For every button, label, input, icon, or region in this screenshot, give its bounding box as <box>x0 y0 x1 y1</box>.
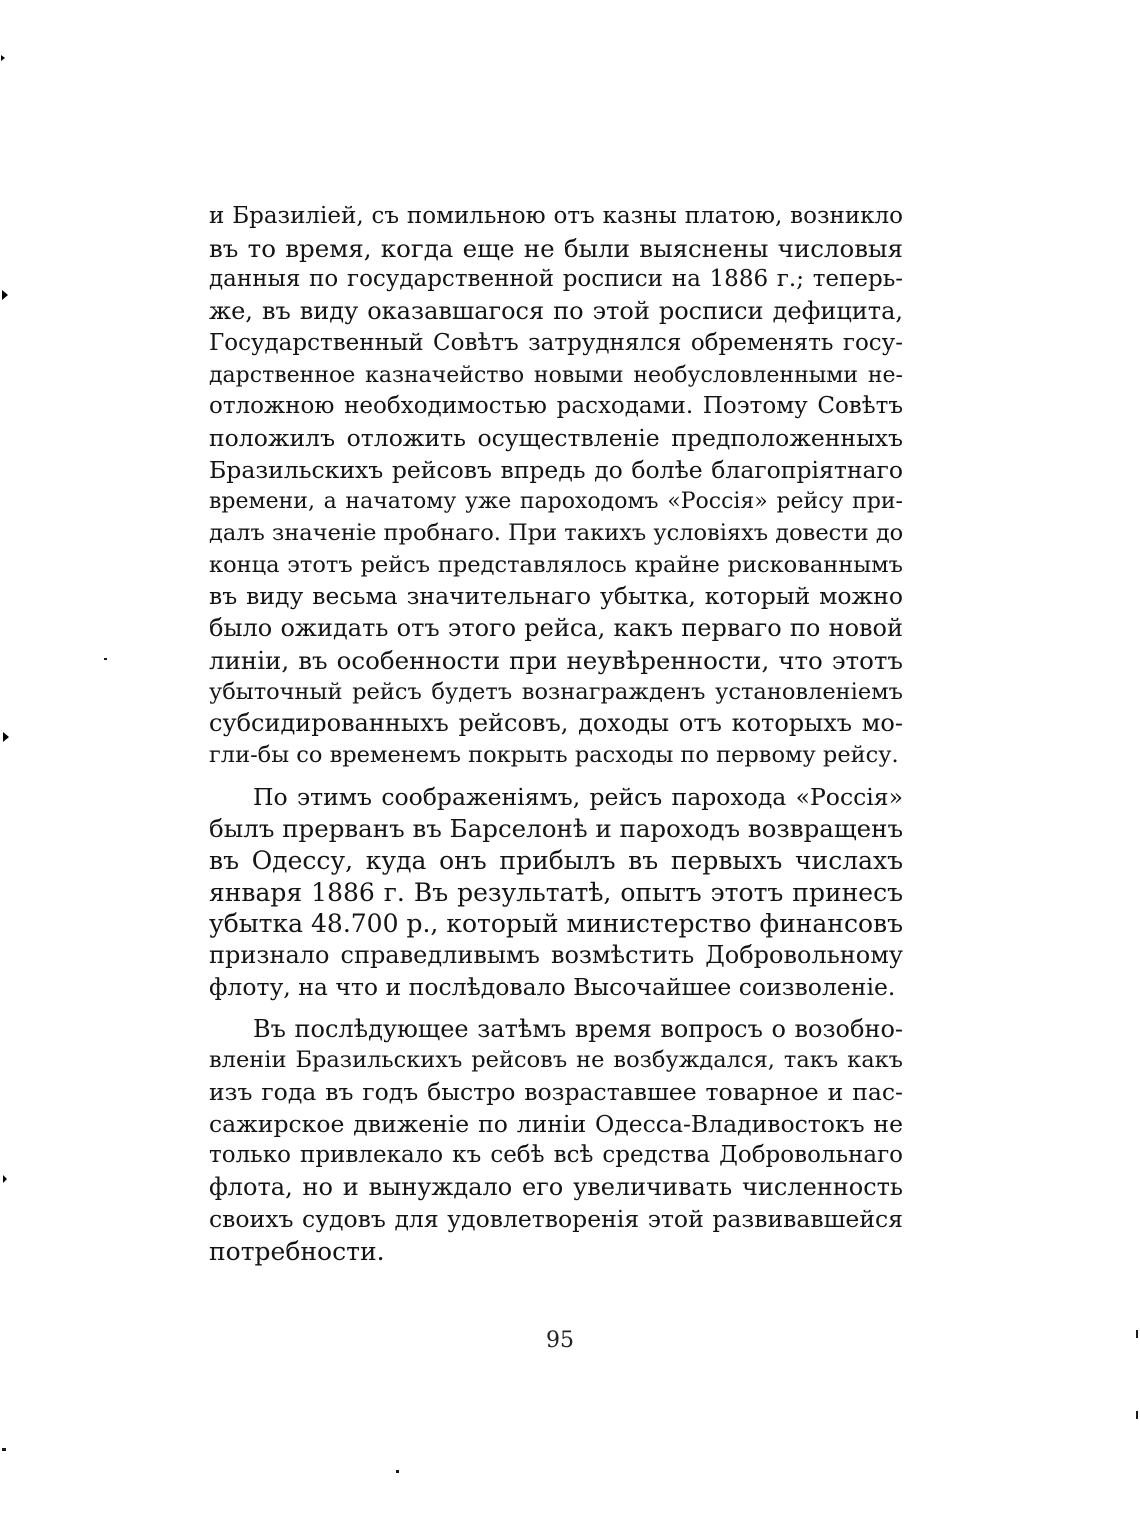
text-line: убытка 48.700 р., который министерство финансовъ <box>209 909 903 939</box>
scan-speck-mark <box>1 55 5 61</box>
text-line: сажирское движеніе по линіи Одесса-Владивостокъ не <box>209 1109 903 1138</box>
text-line: положилъ отложить осуществленіе предположенныхъ <box>209 423 903 452</box>
text-line: По этимъ соображеніямъ, рейсъ парохода «Россія» <box>253 782 903 811</box>
text-line: вленіи Бразильскихъ рейсовъ не возбуждался, такъ какъ <box>209 1047 903 1074</box>
text-line: и Бразиліей, съ помильною отъ казны платою, возникло <box>209 203 903 229</box>
paragraph-3 <box>209 1014 903 1268</box>
paragraph-1 <box>209 201 903 772</box>
text-line: далъ значеніе пробнаго. При такихъ условіяхъ довести до <box>209 520 904 547</box>
text-line: дарственное казначейство новыми необусловленными не- <box>209 362 903 388</box>
text-line: гли-бы со временемъ покрыть расходы по первому рейсу. <box>209 741 899 768</box>
text-line: конца этотъ рейсъ представлялось крайне рискованнымъ <box>209 551 903 578</box>
scan-speck-mark <box>1136 1330 1138 1338</box>
text-line: признало справедливымъ возмѣстить Добровольному <box>209 941 903 970</box>
paragraph-2 <box>209 782 903 1004</box>
text-line: данныя по государственной росписи на 1886 г.; теперь- <box>209 266 903 293</box>
scan-speck-mark <box>396 1470 399 1473</box>
text-line: линіи, въ особенности при неувѣренности, что этотъ <box>209 645 903 675</box>
scan-speck-mark <box>2 290 8 300</box>
text-line: было ожидать отъ этого рейса, какъ перваго по новой <box>209 614 903 643</box>
scan-speck-mark <box>1136 1411 1138 1419</box>
text-line: флоту, на что и послѣдовало Высочайшее соизволеніе. <box>209 972 896 1001</box>
body-text <box>209 201 903 1267</box>
text-line: убыточный рейсъ будетъ вознагражденъ установленіемъ <box>209 678 903 705</box>
text-line: своихъ судовъ для удовлетворенія этой развивавшейся <box>209 1204 903 1233</box>
text-line: въ то время, когда еще не были выяснены числовыя <box>209 233 903 263</box>
text-line: отложною необходимостью расходами. Поэтому Совѣтъ <box>209 393 903 420</box>
text-line: субсидированныхъ рейсовъ, доходы отъ которыхъ мо- <box>209 709 903 738</box>
text-line: изъ года въ годъ быстро возраставшее товарное и пас- <box>209 1077 903 1106</box>
text-line: въ Одессу, куда онъ прибылъ въ первыхъ числахъ <box>209 846 903 876</box>
scan-speck-mark <box>3 732 9 742</box>
scan-speck-mark <box>3 1175 7 1183</box>
text-line: времени, а начатому уже пароходомъ «Россія» рейсу при- <box>209 489 903 515</box>
text-line: января 1886 г. Въ результатѣ, опытъ этотъ принесъ <box>209 877 903 907</box>
text-line: же, въ виду оказавшагося по этой росписи дефицита, <box>209 297 903 326</box>
text-line: потребности. <box>209 1236 385 1266</box>
text-line: только привлекало къ себѣ всѣ средства Добровольнаго <box>209 1142 903 1169</box>
scan-speck-mark <box>104 658 107 660</box>
text-line: Въ послѣдующее затѣмъ время вопросъ о возобно- <box>253 1014 903 1043</box>
text-line: былъ прерванъ въ Барселонѣ и пароходъ возвращенъ <box>209 814 904 844</box>
text-line: въ виду весьма значительнаго убытка, который можно <box>209 582 903 611</box>
text-line: флота, но и вынуждало его увеличивать численность <box>209 1173 903 1202</box>
page-number: 95 <box>546 1328 574 1353</box>
scan-speck-mark <box>2 1448 6 1451</box>
text-line: Бразильскихъ рейсовъ впредь до болѣе благопріятнаго <box>209 455 903 484</box>
text-line: Государственный Совѣтъ затруднялся обременять госу- <box>209 329 903 356</box>
